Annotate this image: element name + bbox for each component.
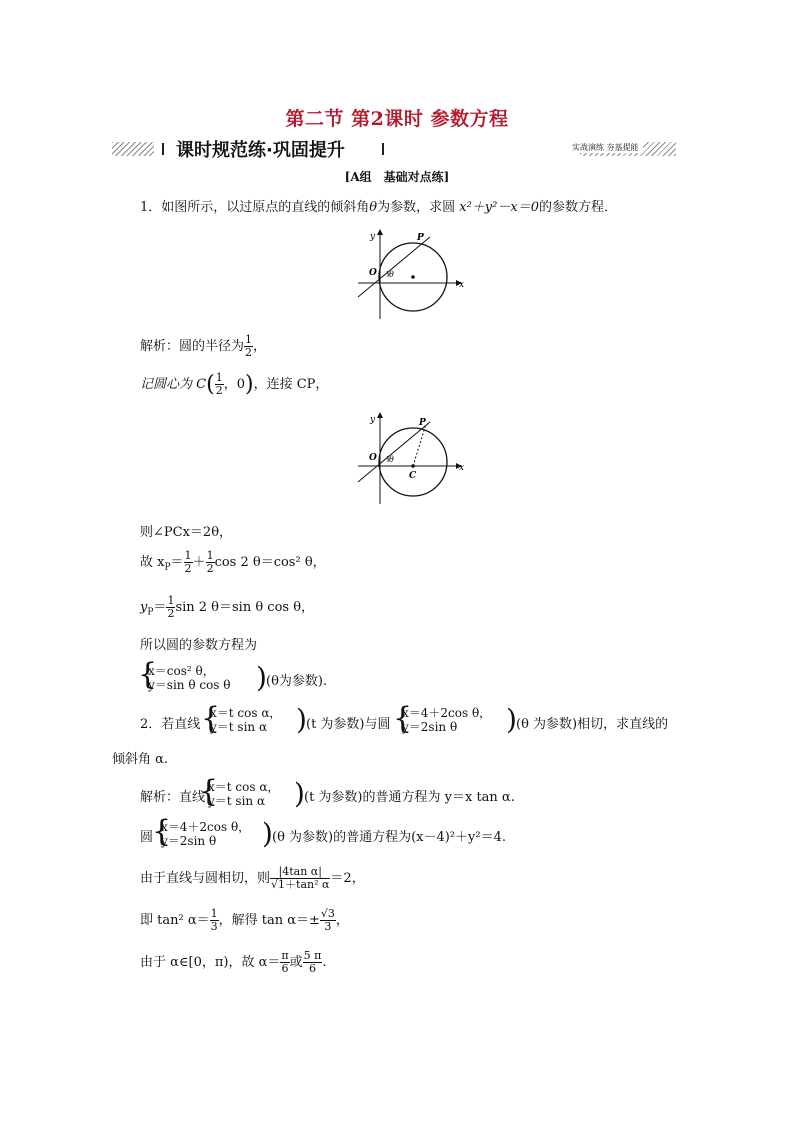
sol2-line-1-a: 解析：直线 — [140, 790, 206, 805]
frac-den: 6 — [309, 962, 317, 975]
fig1-label-p: P — [417, 233, 424, 243]
sol2-line-4 — [140, 908, 349, 933]
fig1-label-o: O — [369, 268, 377, 278]
frac-num: 1 — [184, 549, 192, 562]
system-right-paren: ) — [256, 661, 267, 694]
sol1-l5-b: ＝ — [153, 600, 167, 615]
fraction-one-half — [206, 550, 215, 575]
frac-den: 2 — [167, 607, 175, 620]
sol1-l4-a: 故 x — [140, 555, 165, 570]
q2-circ-x: x＝4＋2cos θ， — [402, 706, 492, 720]
question-2-d: 倾斜角 α. — [112, 752, 169, 767]
sol1-l4-b: ＝ — [170, 555, 184, 570]
banner-bar-right — [382, 143, 384, 155]
section-banner — [112, 140, 676, 161]
fig1-center-dot — [411, 275, 415, 279]
system-brace: { — [393, 701, 413, 736]
system-brace: { — [138, 657, 158, 692]
sol2-l1-x: x＝t cos α， — [208, 780, 280, 794]
fraction-root3-over-3 — [320, 908, 336, 933]
system-right-paren: ) — [294, 777, 305, 810]
fig2-label-c: C — [409, 471, 417, 481]
fig1-label-theta: θ — [389, 270, 394, 279]
q2-circle-system — [402, 706, 491, 734]
fig2-label-theta: θ — [389, 455, 394, 464]
frac-den: 6 — [281, 962, 289, 975]
sol2-l5-end: . — [322, 955, 327, 970]
frac-den: 2 — [245, 346, 253, 359]
system-right-paren: ) — [296, 703, 307, 736]
sol1-l4-d: cos 2 θ＝cos² θ， — [214, 555, 326, 570]
fig2-label-y: y — [370, 415, 376, 425]
sol2-circle-system — [161, 820, 250, 848]
q1-text-a: 1．如图所示，以过原点的直线的倾斜角 — [140, 200, 370, 215]
sol1-sys-x: x＝cos² θ， — [148, 664, 215, 678]
fig1-label-x: x — [459, 280, 465, 290]
sol1-l2-c: ，连接 CP， — [253, 377, 329, 392]
sol1-l1-text: 解析：圆的半径为 — [140, 339, 245, 354]
sol1-l2-a: 记圆心为 C — [140, 377, 207, 392]
frac-den: 2 — [215, 384, 223, 397]
system-brace: { — [199, 774, 219, 809]
sol2-l2-x: x＝4＋2cos θ， — [161, 820, 251, 834]
fig2-center-dot — [411, 464, 415, 468]
sol2-line-1-b: (t 为参数)的普通方程为 y＝x tan α. — [304, 790, 515, 805]
q2-circ-y: y＝2sin θ — [402, 720, 458, 734]
figure-circle-1 — [350, 225, 470, 321]
sol2-l3-b: ＝2， — [330, 871, 365, 886]
sol1-l4-c: ＋ — [192, 555, 206, 570]
fraction-pi-over-6 — [280, 950, 289, 975]
fig1-line — [358, 237, 430, 297]
fraction-tangent — [270, 866, 330, 891]
sol2-l5-or: 或 — [289, 955, 303, 970]
solution-1-line-5 — [140, 595, 314, 620]
q2-line-y: y＝t sin α — [210, 720, 268, 734]
sol1-l1-end: ， — [253, 339, 267, 354]
sol2-line-3 — [140, 866, 365, 891]
system-brace: { — [152, 814, 172, 849]
sol2-l4-b: ，解得 tan α＝± — [218, 913, 320, 928]
fraction-one-half — [215, 372, 224, 397]
solution-1-line-2: 记圆心为 C( $\frac{1}{2}$ ，0)，连接 CP， — [140, 371, 329, 397]
system-right-paren: ) — [262, 817, 273, 850]
question-2-b: (t 为参数)与圆 — [306, 717, 391, 732]
sol1-system — [148, 664, 231, 692]
sol2-line-2-b: (θ 为参数)的普通方程为(x－4)²＋y²＝4. — [272, 830, 507, 845]
section-subtitle: [A组 基础对点练] — [344, 170, 450, 184]
frac-den: 3 — [324, 920, 332, 933]
frac-den: 2 — [206, 562, 214, 575]
q1-text-b: 为参数，求圆 — [377, 200, 456, 215]
system-right-paren: ) — [506, 703, 517, 736]
sol2-l3-a: 由于直线与圆相切，则 — [140, 871, 271, 886]
frac-den: 3 — [210, 920, 218, 933]
frac-num: 1 — [167, 594, 175, 607]
sol1-l5-a: y — [140, 600, 148, 615]
sol2-l4-c: ， — [335, 913, 349, 928]
sol2-l4-a: 即 tan² α＝ — [140, 913, 210, 928]
fig2-line — [358, 422, 430, 482]
sol2-l2-y: y＝2sin θ — [161, 834, 217, 848]
q1-text-c: 的参数方程． — [538, 200, 617, 215]
page-title: 第二节 第2课时 参数方程 — [285, 108, 509, 130]
sol2-l1-y: y＝t sin α — [208, 794, 266, 808]
banner-bar-left — [162, 143, 164, 155]
sol1-sys-y: y＝sin θ cos θ — [148, 678, 231, 692]
sol1-l2-b: ，0 — [223, 377, 245, 392]
frac-num: 1 — [210, 907, 218, 920]
fraction-one-third — [210, 908, 219, 933]
frac-den: 2 — [184, 562, 192, 575]
sol2-line-5 — [140, 950, 327, 975]
question-1 — [140, 196, 617, 215]
sol2-line-2-a: 圆 — [140, 830, 154, 845]
sol1-l5-sub: P — [147, 607, 154, 618]
frac-num: 1 — [215, 371, 223, 384]
question-2-a: 2．若直线 — [140, 717, 201, 732]
frac-num: |4tan α| — [270, 866, 330, 879]
frac-num: √3 — [320, 907, 335, 920]
sol2-l5-a: 由于 α∈[0，π)，故 α＝ — [140, 955, 281, 970]
sol1-l5-c: sin 2 θ＝sin θ cos θ， — [175, 600, 315, 615]
question-2-c: (θ 为参数)相切，求直线的 — [516, 717, 669, 732]
sol2-line-system — [208, 780, 279, 808]
banner-title: 课时规范练·巩固提升 — [176, 140, 345, 161]
fig2-label-p: P — [419, 418, 426, 428]
fraction-5pi-over-6 — [303, 950, 323, 975]
solution-1-line-6: 所以圆的参数方程为 — [140, 638, 258, 653]
q1-equation: x²＋y²－x＝0 — [459, 200, 539, 215]
banner-side-text: 实战演练 夯基提能 — [568, 142, 643, 153]
system-brace: { — [201, 701, 221, 736]
frac-num: π — [281, 949, 289, 962]
fraction-one-half — [244, 334, 253, 359]
frac-num: 1 — [206, 549, 214, 562]
solution-1-line-3: 则∠PCx＝2θ， — [140, 525, 233, 540]
frac-den: √1＋tan² α — [271, 878, 330, 891]
q1-theta: θ — [369, 200, 378, 215]
figure-circle-2 — [350, 410, 470, 506]
fraction-one-half — [184, 550, 193, 575]
solution-1-line-4 — [140, 550, 326, 575]
sol1-sys-note: (θ为参数). — [266, 674, 328, 689]
solution-1-line-1 — [140, 334, 266, 359]
fig1-label-y: y — [370, 232, 376, 242]
sol1-l4-sub: P — [164, 562, 171, 573]
fig2-label-x: x — [459, 463, 465, 473]
banner-hatch-left — [112, 142, 154, 156]
fig2-label-o: O — [369, 453, 377, 463]
q2-line-system — [210, 706, 281, 734]
frac-num: 1 — [245, 333, 253, 346]
q2-line-x: x＝t cos α， — [210, 706, 282, 720]
frac-num: 5 π — [303, 949, 322, 962]
